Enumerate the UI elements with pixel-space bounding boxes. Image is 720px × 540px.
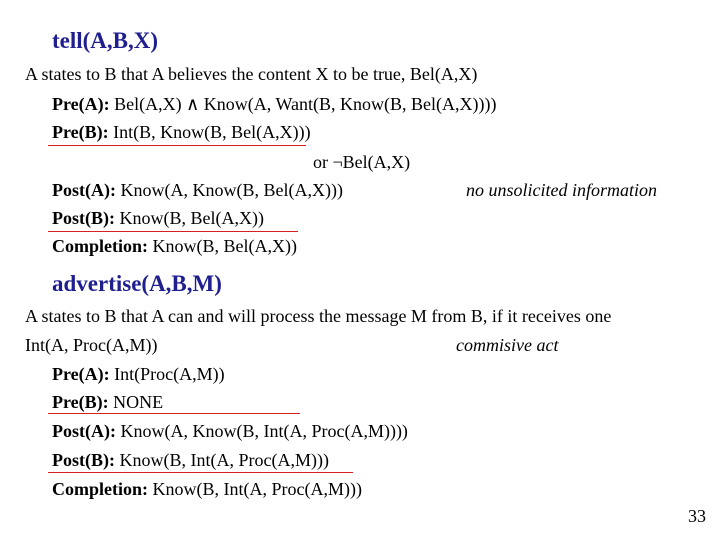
completion-text: Know(B, Int(A, Proc(A,M))): [148, 479, 362, 499]
completion-label: Completion:: [52, 479, 148, 499]
advertise-note: commisive act: [456, 335, 559, 355]
section-heading-tell: tell(A,B,X): [52, 28, 159, 53]
red-underline-rule: [48, 231, 298, 232]
pre-a-label: Pre(A):: [52, 94, 110, 114]
tell-completion: [52, 235, 297, 257]
red-underline-rule: [48, 472, 353, 473]
tell-post-a: [52, 179, 343, 201]
post-a-label: Post(A):: [52, 180, 116, 200]
tell-description: A states to B that A believes the content X to be true, Bel(A,X): [25, 64, 478, 84]
pre-b-label: Pre(B):: [52, 392, 109, 412]
advertise-post-b: [52, 449, 329, 471]
pre-b-label: Pre(B):: [52, 122, 109, 142]
tell-pre-b: [52, 121, 311, 143]
post-b-label: Post(B):: [52, 450, 115, 470]
post-b-text: Know(B, Int(A, Proc(A,M))): [114, 450, 329, 470]
red-underline-rule: [48, 413, 300, 414]
post-a-label: Post(A):: [52, 421, 116, 441]
pre-a-text: Bel(A,X) ∧ Know(A, Want(B, Know(B, Bel(A,X)))): [109, 94, 497, 114]
pre-b-text: Int(B, Know(B, Bel(A,X))): [108, 122, 311, 142]
post-b-label: Post(B):: [52, 208, 115, 228]
section-heading-advertise: advertise(A,B,M): [52, 271, 222, 296]
tell-post-b: [52, 207, 264, 229]
advertise-pre-b: [52, 391, 163, 413]
post-a-text: Know(A, Know(B, Bel(A,X))): [115, 180, 343, 200]
advertise-post-a: [52, 420, 408, 442]
advertise-intent: Int(A, Proc(A,M)): [25, 335, 158, 355]
advertise-pre-a: [52, 363, 225, 385]
advertise-description: A states to B that A can and will process the message M from B, if it receives one: [25, 306, 612, 326]
pre-a-text: Int(Proc(A,M)): [109, 364, 225, 384]
tell-pre-a: [52, 93, 496, 115]
pre-a-label: Pre(A):: [52, 364, 110, 384]
pre-b-text: NONE: [108, 392, 164, 412]
tell-note: no unsolicited information: [466, 180, 657, 200]
completion-label: Completion:: [52, 236, 148, 256]
completion-text: Know(B, Bel(A,X)): [148, 236, 297, 256]
page-number: 33: [688, 506, 706, 526]
tell-or-condition: or ¬Bel(A,X): [313, 152, 411, 172]
post-b-text: Know(B, Bel(A,X)): [114, 208, 264, 228]
red-underline-rule: [48, 145, 306, 146]
post-a-text: Know(A, Know(B, Int(A, Proc(A,M)))): [115, 421, 408, 441]
advertise-completion: [52, 478, 362, 500]
